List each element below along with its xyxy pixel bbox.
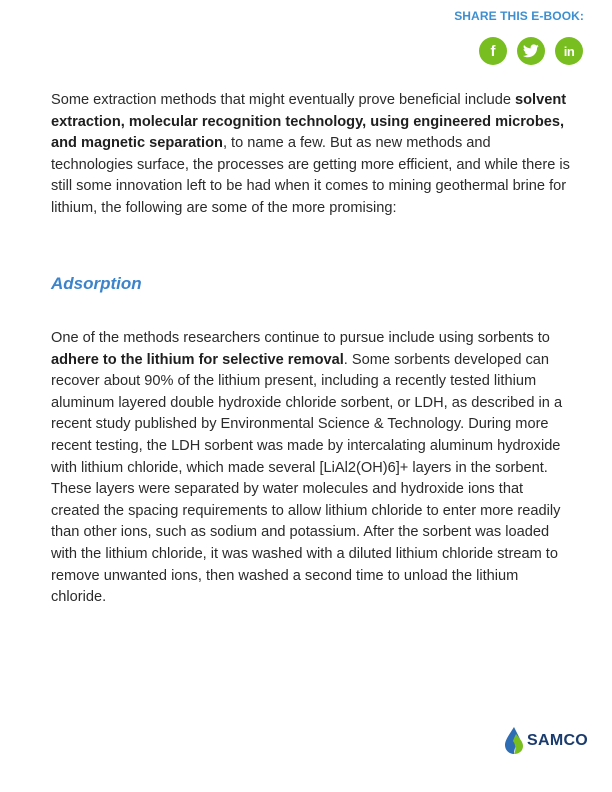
samco-logo-text: SAMCO [527, 732, 589, 749]
twitter-share-button[interactable] [517, 37, 545, 65]
adsorption-paragraph [51, 328, 571, 609]
intro-text-2: , to name a few. But as new methods and technologies surface, the processes are getting more efficient, and while there is still some innovation left to be had when it comes to mining geothermal brine for lithium, the following are some of the more promising: [51, 135, 570, 216]
twitter-bird-icon [523, 44, 539, 58]
facebook-share-button[interactable] [479, 37, 507, 65]
social-share-buttons [479, 37, 583, 65]
samco-drop-logo-icon [504, 726, 524, 756]
adsorption-bold-phrase: adhere to the lithium for selective removal [51, 351, 344, 368]
adsorption-text-2: . Some sorbents developed can recover about 90% of the lithium present, including a recently tested lithium aluminum layered double hydroxide chloride sorbent, or LDH, as described in a recent study published by Environmental Science & Technology. During more recent testing, the LDH sorbent was made by intercalating aluminum hydroxide with lithium chloride, which made several [LiAl2(OH)6]+ layers in the sorbent. These layers were separated by water molecules and hydroxide ions that created the spacing requirements to allow lithium chloride to enter more readily than other ions, such as sodium and potassium. After the sorbent was loaded with the lithium chloride, it was washed with a diluted lithium chloride stream to remove unwanted ions, then washed a second time to unload the lithium chloride. [51, 351, 563, 606]
linkedin-icon: in [563, 43, 575, 59]
share-label: SHARE THIS E-BOOK: [454, 9, 584, 23]
section-heading-adsorption: Adsorption [51, 274, 142, 293]
intro-paragraph [51, 90, 571, 220]
adsorption-text-1: One of the methods researchers continue to pursue include using sorbents to [51, 330, 550, 346]
intro-text-1: Some extraction methods that might eventually prove beneficial include [51, 92, 516, 108]
facebook-icon: f [490, 42, 496, 60]
linkedin-share-button[interactable] [555, 37, 583, 65]
samco-logo [504, 726, 588, 756]
intro-bold-methods: solvent extraction, molecular recognition technology, using engineered microbes, and magnetic separation [51, 92, 567, 152]
